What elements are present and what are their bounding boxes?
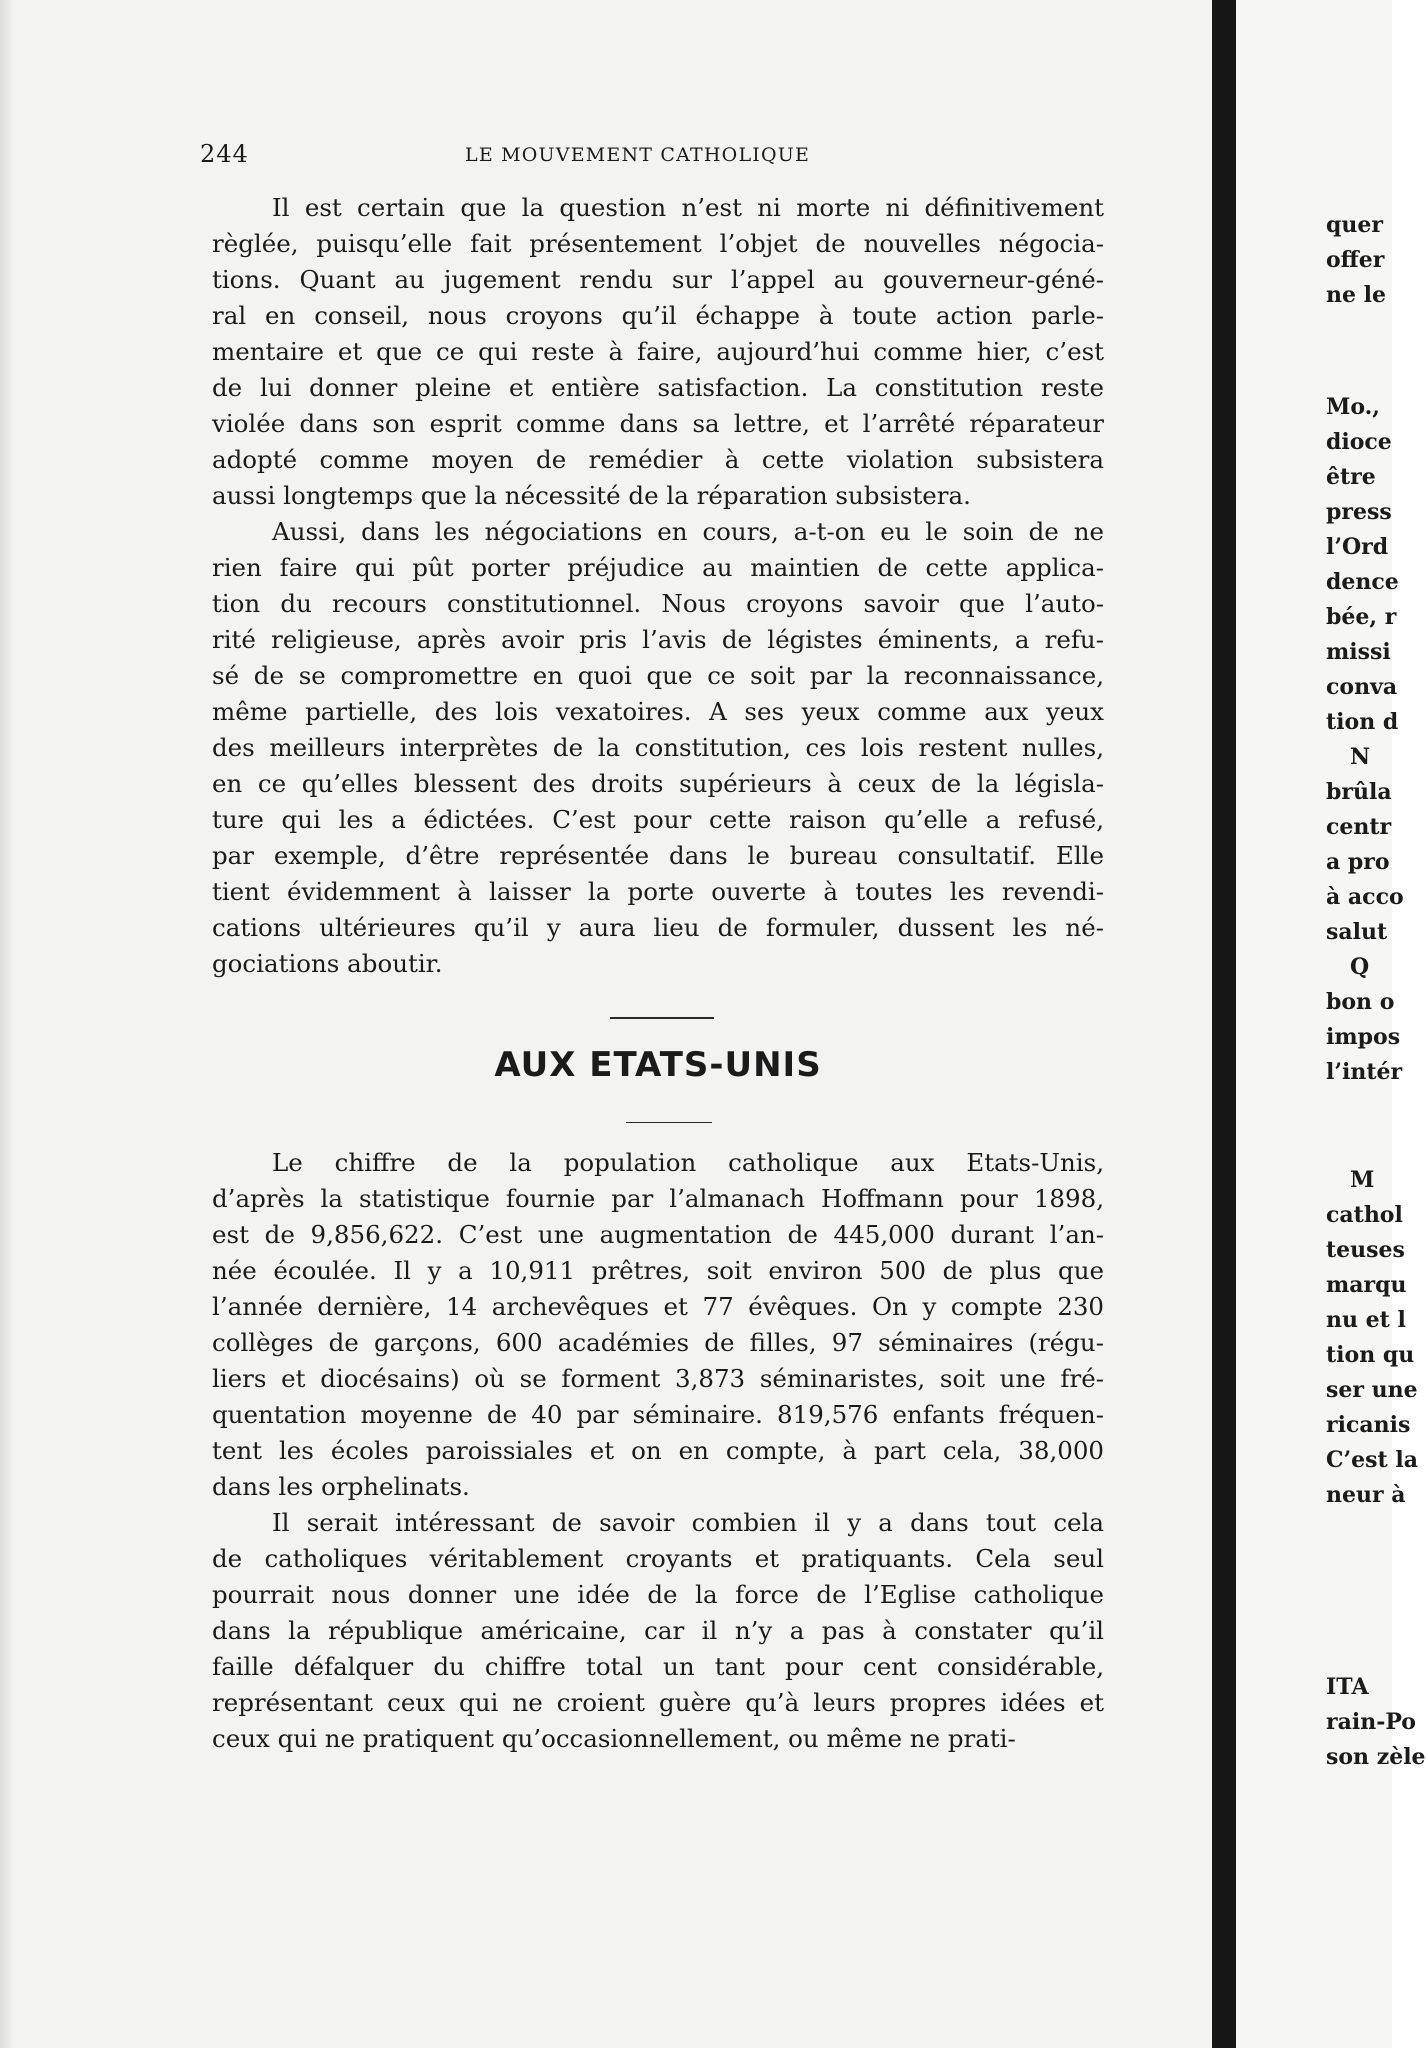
text-line: adopté comme moyen de remédier à cette violation subsistera xyxy=(212,445,1104,474)
text-line: liers et diocésains) où se forment 3,873 séminaristes, soit une fré- xyxy=(212,1364,1104,1393)
facing-page-line: l’Ord xyxy=(1326,534,1389,560)
facing-page-line: a pro xyxy=(1326,849,1390,875)
text-line: pourrait nous donner une idée de la force de l’Eglise catholique xyxy=(212,1580,1104,1609)
page-number: 244 xyxy=(200,140,249,168)
text-line: des meilleurs interprètes de la constitution, ces lois restent nulles, xyxy=(212,733,1104,762)
text-line: par exemple, d’être représentée dans le bureau consultatif. Elle xyxy=(212,841,1104,870)
section-divider-rule xyxy=(610,1017,714,1019)
facing-page-line: nu et l xyxy=(1326,1307,1406,1333)
text-line: ture qui les a édictées. C’est pour cette raison qu’elle a refusé, xyxy=(212,805,1104,834)
facing-page-line: tion d xyxy=(1326,709,1399,735)
facing-page-line: quer xyxy=(1326,212,1383,238)
text-line: tions. Quant au jugement rendu sur l’appel au gouverneur-géné- xyxy=(212,265,1104,294)
text-line: ceux qui ne pratiquent qu’occasionnellement, ou même ne prati- xyxy=(212,1724,1016,1753)
running-title: LE MOUVEMENT CATHOLIQUE xyxy=(465,144,811,166)
text-line: née écoulée. Il y a 10,911 prêtres, soit environ 500 de plus que xyxy=(212,1256,1104,1285)
text-line: mentaire et que ce qui reste à faire, aujourd’hui comme hier, c’est xyxy=(212,337,1104,366)
section-heading: AUX ETATS-UNIS xyxy=(494,1045,822,1085)
text-line: Il serait intéressant de savoir combien il y a dans tout cela xyxy=(272,1508,1104,1537)
text-line: faille défalquer du chiffre total un tant pour cent considérable, xyxy=(212,1652,1104,1681)
facing-page-line: Mo., xyxy=(1326,394,1380,420)
text-line: de catholiques véritablement croyants et pratiquants. Cela seul xyxy=(212,1544,1104,1573)
text-line: est de 9,856,622. C’est une augmentation de 445,000 durant l’an- xyxy=(212,1220,1104,1249)
facing-page-line: brûla xyxy=(1326,779,1392,805)
paragraph-practising-catholics xyxy=(212,1505,1104,1757)
text-line: Le chiffre de la population catholique aux Etats-Unis, xyxy=(272,1148,1104,1177)
text-line: en ce qu’elles blessent des droits supérieurs à ceux de la législa- xyxy=(212,769,1104,798)
facing-page-line: press xyxy=(1326,499,1392,525)
facing-page-line: être xyxy=(1326,464,1376,490)
facing-page-line: ITA xyxy=(1326,1674,1369,1700)
book-gutter xyxy=(1212,0,1236,2048)
facing-page-line: offer xyxy=(1326,247,1385,273)
facing-page-line: C’est la xyxy=(1326,1447,1418,1473)
facing-page-line: impos xyxy=(1326,1024,1401,1050)
page-edge-shadow xyxy=(0,0,14,2048)
facing-page-line: son zèle xyxy=(1326,1744,1426,1770)
facing-page-line: bée, r xyxy=(1326,604,1397,630)
paragraph-constitution xyxy=(212,190,1104,514)
text-line: violée dans son esprit comme dans sa lettre, et l’arrêté réparateur xyxy=(212,409,1104,438)
text-line: gociations aboutir. xyxy=(212,949,443,978)
text-line: de lui donner pleine et entière satisfaction. La constitution reste xyxy=(212,373,1104,402)
facing-page-line: conva xyxy=(1326,674,1398,700)
facing-page-line: salut xyxy=(1326,919,1388,945)
text-line: Aussi, dans les négociations en cours, a-t-on eu le soin de ne xyxy=(272,517,1104,546)
facing-page-line: ne le xyxy=(1326,282,1387,308)
facing-page-line: neur à xyxy=(1326,1482,1406,1508)
facing-page-line: ser une xyxy=(1326,1377,1418,1403)
text-line: même partielle, des lois vexatoires. A ses yeux comme aux yeux xyxy=(212,697,1104,726)
facing-page-line: centr xyxy=(1326,814,1392,840)
facing-page-line: bon o xyxy=(1326,989,1395,1015)
text-line: collèges de garçons, 600 académies de filles, 97 séminaires (régu- xyxy=(212,1328,1104,1357)
facing-page-line: ricanis xyxy=(1326,1412,1411,1438)
facing-page xyxy=(1236,0,1426,2048)
paragraph-statistics xyxy=(212,1145,1104,1505)
facing-page-line: à acco xyxy=(1326,884,1404,910)
text-line: aussi longtemps que la nécessité de la réparation subsistera. xyxy=(212,481,971,510)
text-line: cations ultérieures qu’il y aura lieu de formuler, dussent les né- xyxy=(212,913,1104,942)
text-line: dans la république américaine, car il n’y a pas à constater qu’il xyxy=(212,1616,1104,1645)
facing-page-line: tion qu xyxy=(1326,1342,1415,1368)
facing-page-line: rain-Po xyxy=(1326,1709,1416,1735)
facing-page-line: dioce xyxy=(1326,429,1392,455)
facing-page-line: M xyxy=(1350,1167,1375,1193)
text-line: tient évidemment à laisser la porte ouverte à toutes les revendi- xyxy=(212,877,1104,906)
text-line: quentation moyenne de 40 par séminaire. 819,576 enfants fréquen- xyxy=(212,1400,1104,1429)
text-line: tent les écoles paroissiales et on en compte, à part cela, 38,000 xyxy=(212,1436,1104,1465)
text-line: sé de se compromettre en quoi que ce soit par la reconnaissance, xyxy=(212,661,1104,690)
facing-page-line: cathol xyxy=(1326,1202,1403,1228)
facing-page-line: N xyxy=(1350,744,1371,770)
facing-page-line: Q xyxy=(1350,954,1370,980)
text-line: rien faire qui pût porter préjudice au maintien de cette applica- xyxy=(212,553,1104,582)
facing-page-line: l’intér xyxy=(1326,1059,1403,1085)
facing-page-line: dence xyxy=(1326,569,1399,595)
text-line: représentant ceux qui ne croient guère qu’à leurs propres idées et xyxy=(212,1688,1104,1717)
text-line: règlée, puisqu’elle fait présentement l’objet de nouvelles négocia- xyxy=(212,229,1104,258)
running-head xyxy=(200,140,1100,170)
text-line: dans les orphelinats. xyxy=(212,1472,470,1501)
facing-page-line: missi xyxy=(1326,639,1391,665)
text-line: rité religieuse, après avoir pris l’avis de légistes éminents, a refu- xyxy=(212,625,1104,654)
facing-page-line: marqu xyxy=(1326,1272,1407,1298)
paragraph-negotiations xyxy=(212,514,1104,982)
text-line: l’année dernière, 14 archevêques et 77 évêques. On y compte 230 xyxy=(212,1292,1104,1321)
text-line: tion du recours constitutionnel. Nous croyons savoir que l’auto- xyxy=(212,589,1104,618)
text-line: Il est certain que la question n’est ni morte ni définitivement xyxy=(272,193,1104,222)
facing-page-line: teuses xyxy=(1326,1237,1405,1263)
text-line: d’après la statistique fournie par l’almanach Hoffmann pour 1898, xyxy=(212,1184,1104,1213)
text-line: ral en conseil, nous croyons qu’il échappe à toute action parle- xyxy=(212,301,1104,330)
heading-underline-rule xyxy=(626,1122,712,1123)
